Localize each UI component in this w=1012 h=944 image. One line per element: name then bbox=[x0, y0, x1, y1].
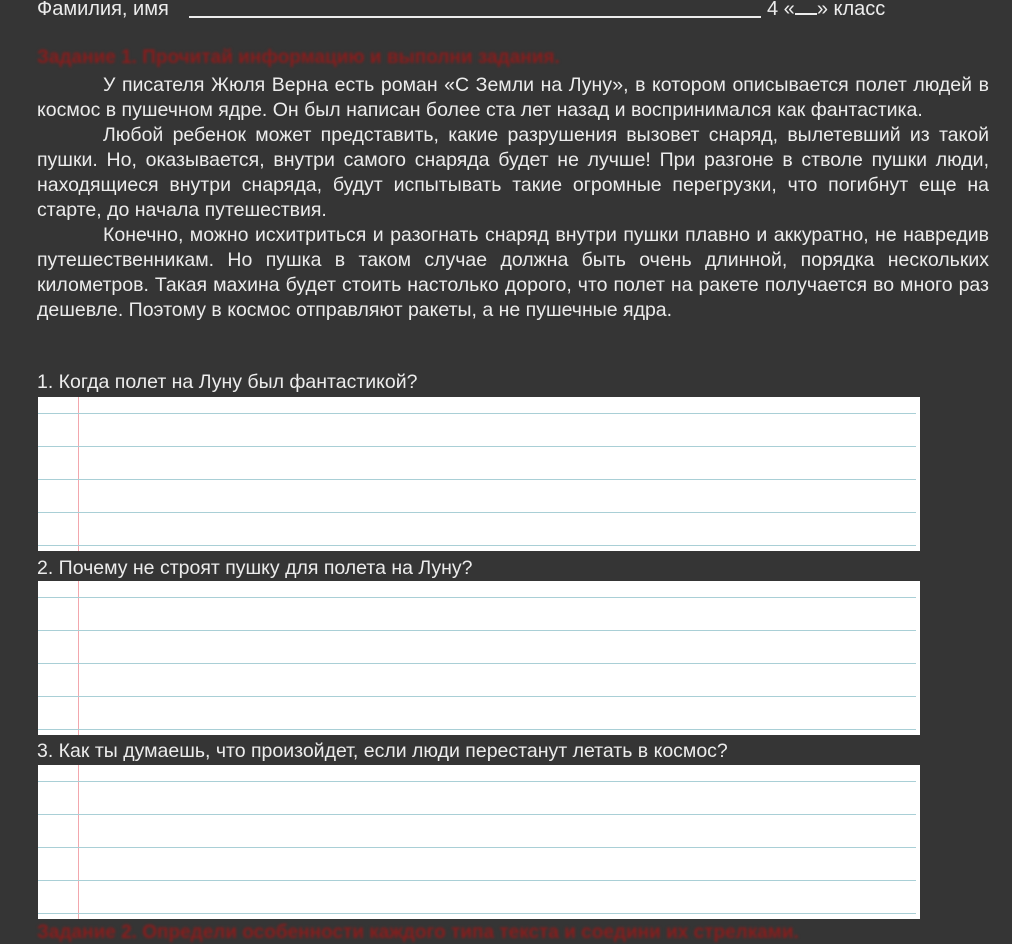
ruled-line bbox=[38, 781, 916, 782]
ruled-line bbox=[38, 479, 916, 480]
name-label: Фамилия, имя bbox=[37, 0, 169, 20]
grade-blank-line[interactable] bbox=[795, 0, 817, 15]
reading-text bbox=[37, 73, 989, 323]
margin-line bbox=[78, 397, 79, 551]
ruled-line bbox=[38, 729, 916, 730]
ruled-line bbox=[38, 545, 916, 546]
answer-box-3[interactable] bbox=[38, 765, 920, 919]
ruled-line bbox=[38, 696, 916, 697]
margin-line bbox=[78, 581, 79, 735]
name-blank-line[interactable] bbox=[189, 16, 761, 18]
question-3: 3. Как ты думаешь, что произойдет, если люди перестанут летать в космос? bbox=[37, 740, 728, 762]
ruled-line bbox=[38, 597, 916, 598]
ruled-line bbox=[38, 663, 916, 664]
ruled-line bbox=[38, 814, 916, 815]
answer-box-2[interactable] bbox=[38, 581, 920, 735]
grade-prefix: 4 « bbox=[767, 0, 795, 20]
worksheet-header bbox=[37, 0, 977, 24]
ruled-line bbox=[38, 913, 916, 914]
answer-box-1[interactable] bbox=[38, 397, 920, 551]
ruled-line bbox=[38, 413, 916, 414]
ruled-line bbox=[38, 847, 916, 848]
ruled-line bbox=[38, 512, 916, 513]
grade-suffix: » класс bbox=[816, 0, 886, 20]
task1-title: Задание 1. Прочитай информацию и выполни задания. bbox=[37, 47, 560, 68]
paragraph-3: Конечно, можно исхитриться и разогнать снаряд внутри пушки плавно и аккуратно, не навредив путешественникам. Но пушка в таком случае должна быть очень длинной, порядка нескольких километров. Такая махина будет стоить настолько дорого, что полет на ракете получается во много раз дешевле. Поэтому в космос отправляют ракеты, а не пушечные ядра. bbox=[37, 224, 989, 321]
margin-line bbox=[78, 765, 79, 919]
grade-label bbox=[767, 0, 885, 21]
ruled-line bbox=[38, 880, 916, 881]
paragraph-1: У писателя Жюля Верна есть роман «С Земли на Луну», в котором описывается полет людей в космос в пушечном ядре. Он был написан более ста лет назад и воспринимался как фантастика. bbox=[37, 74, 989, 121]
question-2: 2. Почему не строят пушку для полета на Луну? bbox=[37, 557, 473, 579]
paragraph-2: Любой ребенок может представить, какие разрушения вызовет снаряд, вылетевший из такой пушки. Но, оказывается, внутри самого снаряда будет не лучше! При разгоне в стволе пушки люди, находящиеся внутри снаряда, будут испытывать такие огромные перегрузки, что погибнут еще на старте, до начала путешествия. bbox=[37, 124, 989, 221]
task2-title: Задание 2. Определи особенности каждого типа текста и соедини их стрелками. bbox=[37, 922, 799, 943]
question-1: 1. Когда полет на Луну был фантастикой? bbox=[37, 371, 418, 393]
ruled-line bbox=[38, 630, 916, 631]
ruled-line bbox=[38, 446, 916, 447]
